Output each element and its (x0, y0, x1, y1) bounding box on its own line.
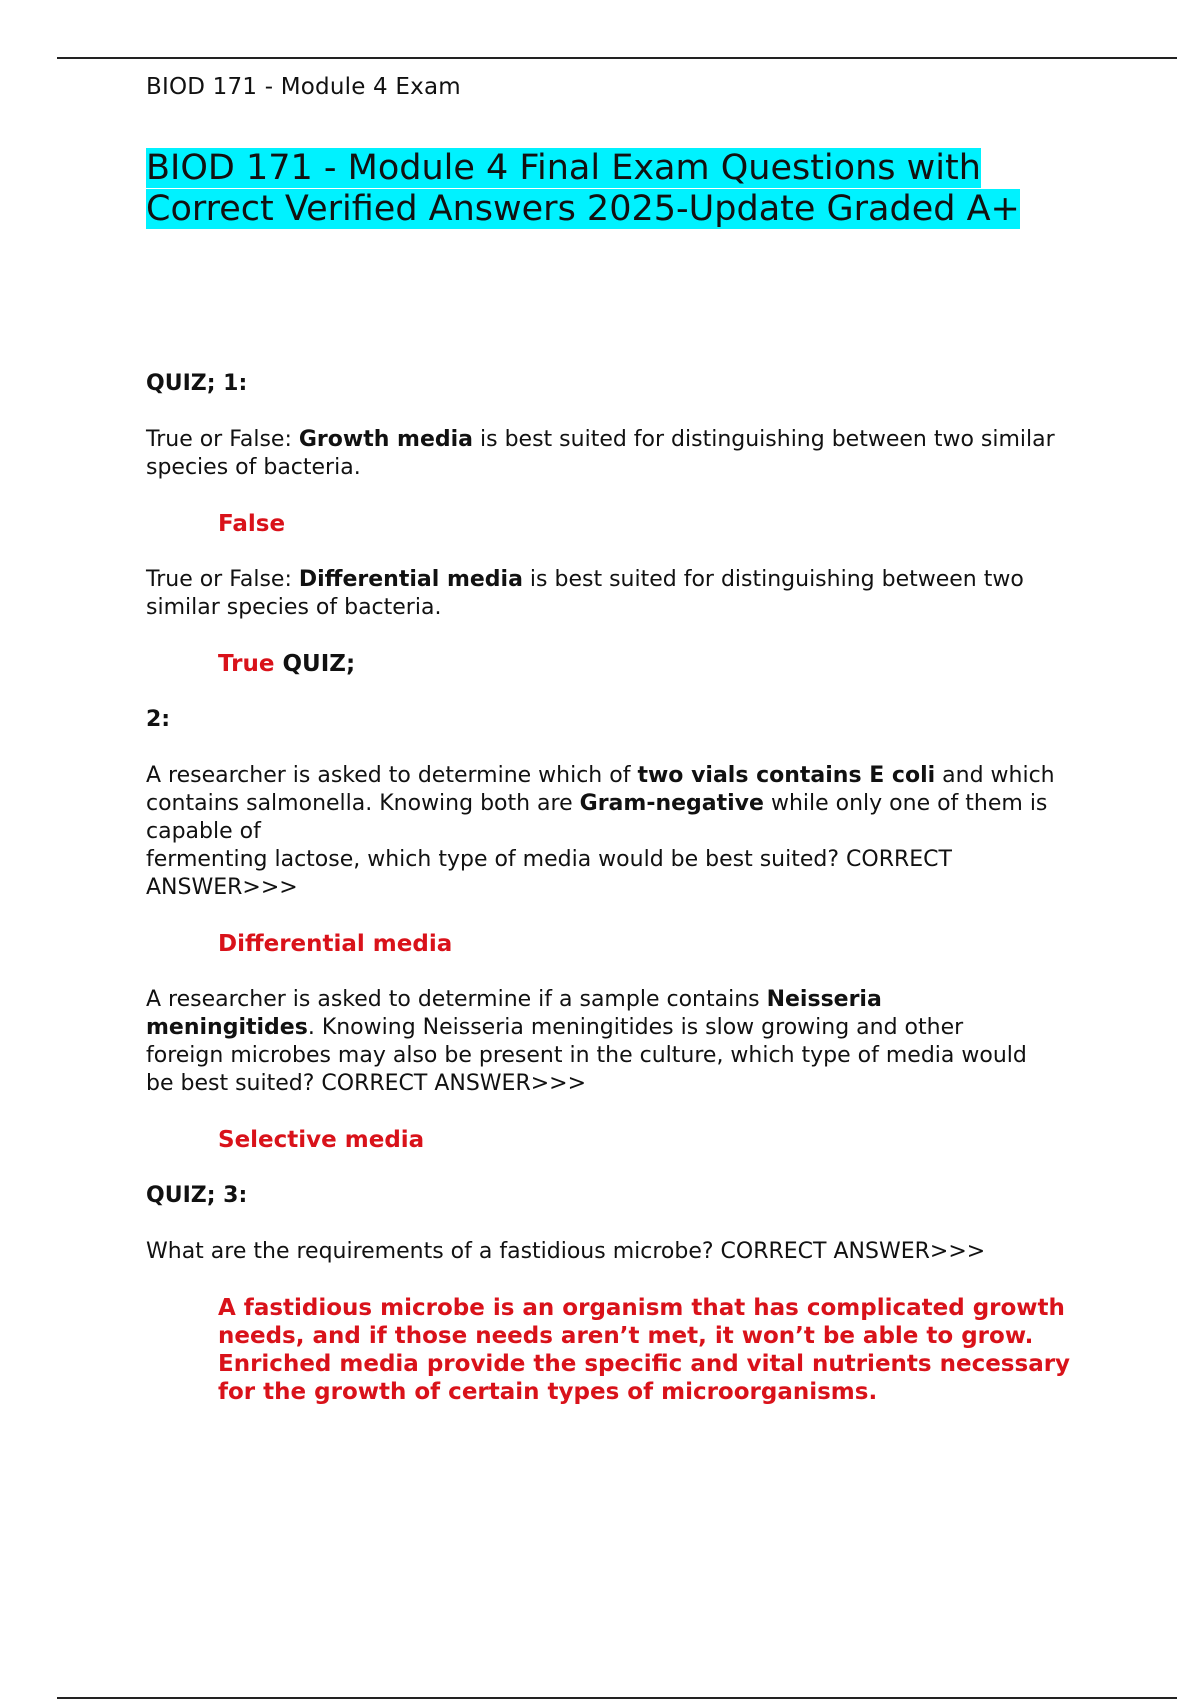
top-rule (57, 57, 1177, 59)
quiz-1-question-2: True or False: Differential media is best suited for distinguishing between two similar species of bacteria. (146, 567, 1024, 620)
bottom-rule (57, 1697, 1177, 1699)
quiz-3-label: QUIZ; 3: (146, 1183, 248, 1208)
quiz-2-label: 2: (146, 707, 171, 732)
title-line-2: Correct Verified Answers 2025-Update Graded A+ (146, 189, 1020, 229)
quiz-1-question-1: True or False: Growth media is best suited for distinguishing between two similar species of bacteria. (146, 427, 1055, 480)
quiz-2-question-1: A researcher is asked to determine which of two vials contains E coli and which contains salmonella. Knowing both are Gram-negative while only one of them is capable of fermenting lactose, which type of media would be best suited? CORRECT ANSWER>>> (146, 763, 1055, 900)
quiz-1-label: QUIZ; 1: (146, 371, 248, 396)
quiz-1-answer-2: True QUIZ; (218, 651, 356, 677)
quiz-3-question-1: What are the requirements of a fastidious microbe? CORRECT ANSWER>>> (146, 1239, 986, 1264)
quiz-inline-label: QUIZ; (282, 651, 356, 677)
quiz-2-answer-1: Differential media (218, 931, 453, 957)
document-title (146, 148, 1026, 230)
quiz-3-answer-1: A fastidious microbe is an organism that has complicated growth needs, and if those needs aren’t met, it won’t be able to grow. Enriched media provide the specific and vital nutrients necessary for the growth of certain types of microorganisms. (218, 1295, 1071, 1405)
exam-content (146, 370, 1086, 1429)
quiz-2-answer-2: Selective media (218, 1127, 425, 1153)
title-line-1: BIOD 171 - Module 4 Final Exam Questions with (146, 148, 981, 188)
quiz-1-answer-1: False (218, 511, 286, 537)
running-header: BIOD 171 - Module 4 Exam (146, 74, 461, 100)
quiz-2-question-2: A researcher is asked to determine if a sample contains Neisseria meningitides. Knowing Neisseria meningitides is slow growing and other foreign microbes may also be present in the culture, which type of media would be best suited? CORRECT ANSWER>>> (146, 987, 1027, 1096)
